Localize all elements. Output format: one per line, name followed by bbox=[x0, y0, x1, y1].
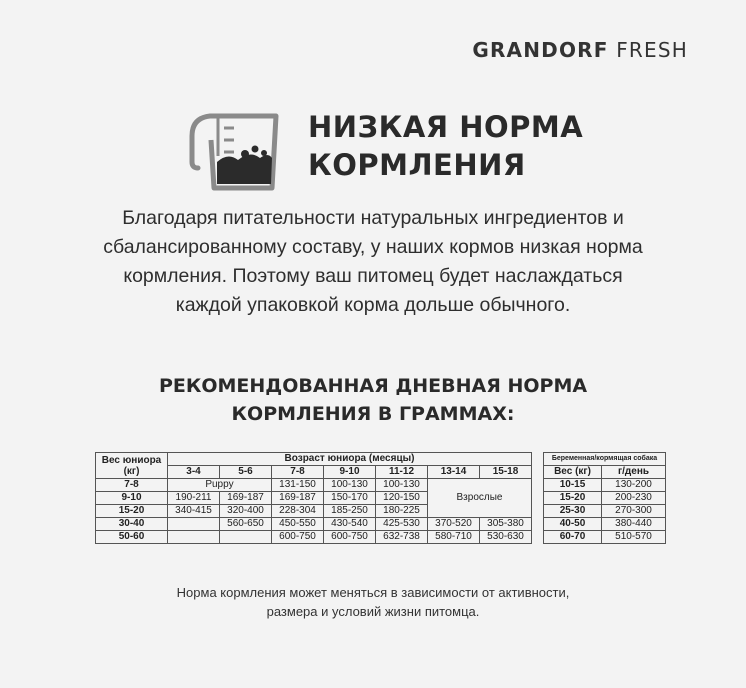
pregnant-weight-header: Вес (кг) bbox=[544, 466, 602, 479]
value-cell: 228-304 bbox=[272, 505, 324, 518]
value-cell: 425-530 bbox=[376, 518, 428, 531]
age-column-header: 7-8 bbox=[272, 466, 324, 479]
measuring-jug-icon bbox=[188, 106, 284, 192]
footnote bbox=[40, 583, 706, 621]
value-cell bbox=[220, 531, 272, 544]
title-line: КОРМЛЕНИЯ bbox=[308, 148, 526, 182]
weight-cell: 15-20 bbox=[544, 492, 602, 505]
weight-cell: 9-10 bbox=[96, 492, 168, 505]
junior-feeding-table bbox=[95, 452, 532, 544]
age-column-header: 5-6 bbox=[220, 466, 272, 479]
value-cell: 632-738 bbox=[376, 531, 428, 544]
value-cell: 560-650 bbox=[220, 518, 272, 531]
value-cell: 169-187 bbox=[272, 492, 324, 505]
intro-line: каждой упаковкой корма дольше обычного. bbox=[175, 294, 571, 316]
pregnant-grams-header: г/день bbox=[602, 466, 666, 479]
age-column-header: 9-10 bbox=[324, 466, 376, 479]
value-cell: 510-570 bbox=[602, 531, 666, 544]
table-row bbox=[544, 479, 666, 492]
table-row bbox=[544, 505, 666, 518]
subtitle-line: РЕКОМЕНДОВАННАЯ ДНЕВНАЯ НОРМА bbox=[158, 375, 588, 397]
intro-line: сбалансированному составу, у наших кормов низкая норма bbox=[103, 236, 643, 258]
weight-cell: 7-8 bbox=[96, 479, 168, 492]
table-row bbox=[96, 479, 532, 492]
age-column-header: 13-14 bbox=[428, 466, 480, 479]
value-cell: 190-211 bbox=[168, 492, 220, 505]
title-line: НИЗКАЯ НОРМА bbox=[308, 110, 584, 144]
section-subtitle bbox=[40, 372, 706, 428]
page-title bbox=[308, 108, 583, 184]
value-cell: 600-750 bbox=[272, 531, 324, 544]
value-cell: 185-250 bbox=[324, 505, 376, 518]
table-row bbox=[544, 492, 666, 505]
value-cell bbox=[168, 518, 220, 531]
table-row bbox=[544, 518, 666, 531]
age-column-header: 15-18 bbox=[480, 466, 532, 479]
weight-cell: 30-40 bbox=[96, 518, 168, 531]
weight-cell: 25-30 bbox=[544, 505, 602, 518]
pregnant-feeding-table bbox=[543, 452, 666, 544]
age-header: Возраст юниора (месяцы) bbox=[168, 453, 532, 466]
weight-cell: 50-60 bbox=[96, 531, 168, 544]
age-column-header: 3-4 bbox=[168, 466, 220, 479]
value-cell: 305-380 bbox=[480, 518, 532, 531]
value-cell: 180-225 bbox=[376, 505, 428, 518]
table-row bbox=[544, 531, 666, 544]
value-cell: 150-170 bbox=[324, 492, 376, 505]
intro-line: кормления. Поэтому ваш питомец будет наслаждаться bbox=[123, 265, 623, 287]
table-row bbox=[96, 518, 532, 531]
value-cell: 530-630 bbox=[480, 531, 532, 544]
subtitle-line: КОРМЛЕНИЯ В ГРАММАХ: bbox=[231, 403, 515, 425]
weight-cell: 15-20 bbox=[96, 505, 168, 518]
weight-cell: 10-15 bbox=[544, 479, 602, 492]
intro-paragraph bbox=[40, 204, 706, 320]
value-cell: 340-415 bbox=[168, 505, 220, 518]
weight-cell: 60-70 bbox=[544, 531, 602, 544]
table-row bbox=[96, 531, 532, 544]
value-cell: 450-550 bbox=[272, 518, 324, 531]
value-cell: 380-440 bbox=[602, 518, 666, 531]
value-cell: 100-130 bbox=[324, 479, 376, 492]
brand-light: FRESH bbox=[616, 38, 688, 62]
brand-logo bbox=[472, 38, 688, 62]
value-cell: 130-200 bbox=[602, 479, 666, 492]
value-cell: 320-400 bbox=[220, 505, 272, 518]
note-line: размера и условий жизни питомца. bbox=[266, 604, 480, 619]
value-cell: 580-710 bbox=[428, 531, 480, 544]
note-line: Норма кормления может меняться в зависимости от активности, bbox=[176, 585, 570, 600]
weight-cell: 40-50 bbox=[544, 518, 602, 531]
value-cell: 200-230 bbox=[602, 492, 666, 505]
intro-line: Благодаря питательности натуральных ингредиентов и bbox=[122, 207, 624, 229]
weight-header: Вес юниора (кг) bbox=[96, 453, 168, 479]
age-column-header: 11-12 bbox=[376, 466, 428, 479]
value-cell: 169-187 bbox=[220, 492, 272, 505]
value-cell: 120-150 bbox=[376, 492, 428, 505]
value-cell: 131-150 bbox=[272, 479, 324, 492]
value-cell: 430-540 bbox=[324, 518, 376, 531]
value-cell: 270-300 bbox=[602, 505, 666, 518]
pregnant-header: Беременная/кормящая собака bbox=[544, 453, 666, 466]
brand-strong: GRANDORF bbox=[472, 38, 609, 62]
value-cell bbox=[168, 531, 220, 544]
puppy-label: Puppy bbox=[168, 479, 272, 492]
adult-label: Взрослые bbox=[428, 479, 532, 518]
value-cell: 370-520 bbox=[428, 518, 480, 531]
value-cell: 100-130 bbox=[376, 479, 428, 492]
value-cell: 600-750 bbox=[324, 531, 376, 544]
